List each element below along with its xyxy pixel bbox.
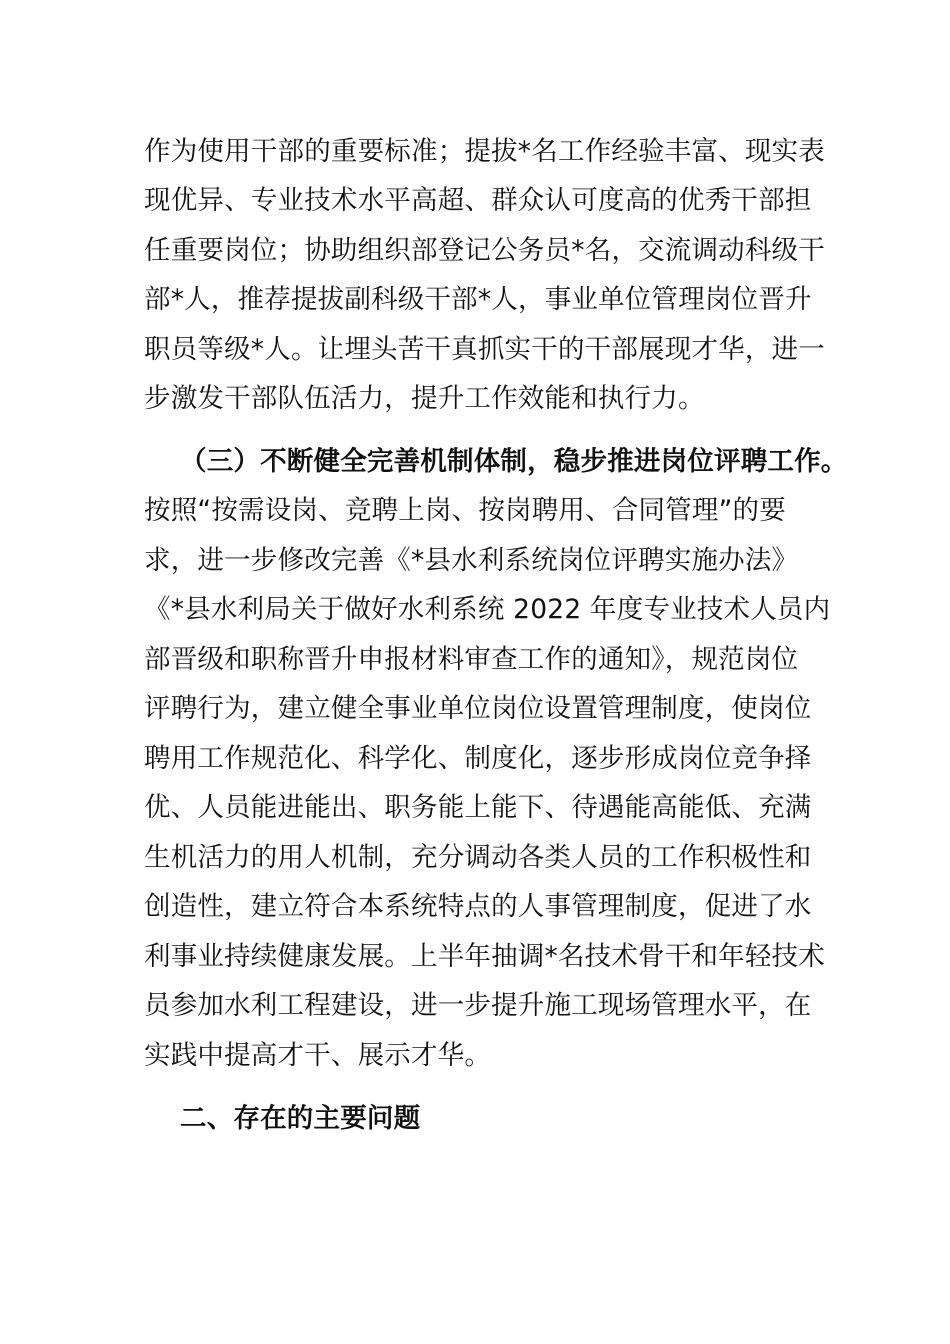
paragraph-line: 求，进一步修改完善《*县水利系统岗位评聘实施办法》 [144,545,799,576]
paragraph-line: 实践中提高才干、展示才华。 [144,1040,492,1071]
chapter-heading: 二、存在的主要问题 [180,1103,421,1134]
paragraph-line: 按照“按需设岗、竞聘上岗、按岗聘用、合同管理”的要 [144,495,786,526]
paragraph-line: 员参加水利工程建设，进一步提升施工现场管理水平，在 [144,990,812,1021]
paragraph-line: 聘用工作规范化、科学化、制度化，逐步形成岗位竞争择 [144,743,812,774]
paragraph-line: 部*人，推荐提拔副科级干部*人，事业单位管理岗位晋升 [144,284,812,315]
paragraph-line: 部晋级和职称晋升申报材料审查工作的通知》，规范岗位 [144,644,799,675]
paragraph-line: 利事业持续健康发展。上半年抽调*名技术骨干和年轻技术 [144,941,825,972]
paragraph-line: 创造性，建立符合本系统特点的人事管理制度，促进了水 [144,891,812,922]
paragraph-line: 评聘行为，建立健全事业单位岗位设置管理制度，使岗位 [144,693,812,724]
paragraph-line: 《*县水利局关于做好水利系统 2022 年度专业技术人员内 [144,594,831,625]
paragraph-line: 生机活力的用人机制，充分调动各类人员的工作积极性和 [144,842,812,873]
paragraph-line: 优、人员能进能出、职务能上能下、待遇能高能低、充满 [144,792,812,823]
paragraph-line: 步激发干部队伍活力，提升工作效能和执行力。 [144,383,705,414]
paragraph-line: 任重要岗位；协助组织部登记公务员*名，交流调动科级干 [144,235,825,266]
section-heading: （三）不断健全完善机制体制，稳步推进岗位评聘工作。 [180,446,848,477]
paragraph-line: 现优异、专业技术水平高超、群众认可度高的优秀干部担 [144,185,812,216]
paragraph-line: 职员等级*人。让埋头苦干真抓实干的干部展现才华，进一 [144,334,825,365]
paragraph-line: 作为使用干部的重要标准；提拔*名工作经验丰富、现实表 [144,136,825,167]
